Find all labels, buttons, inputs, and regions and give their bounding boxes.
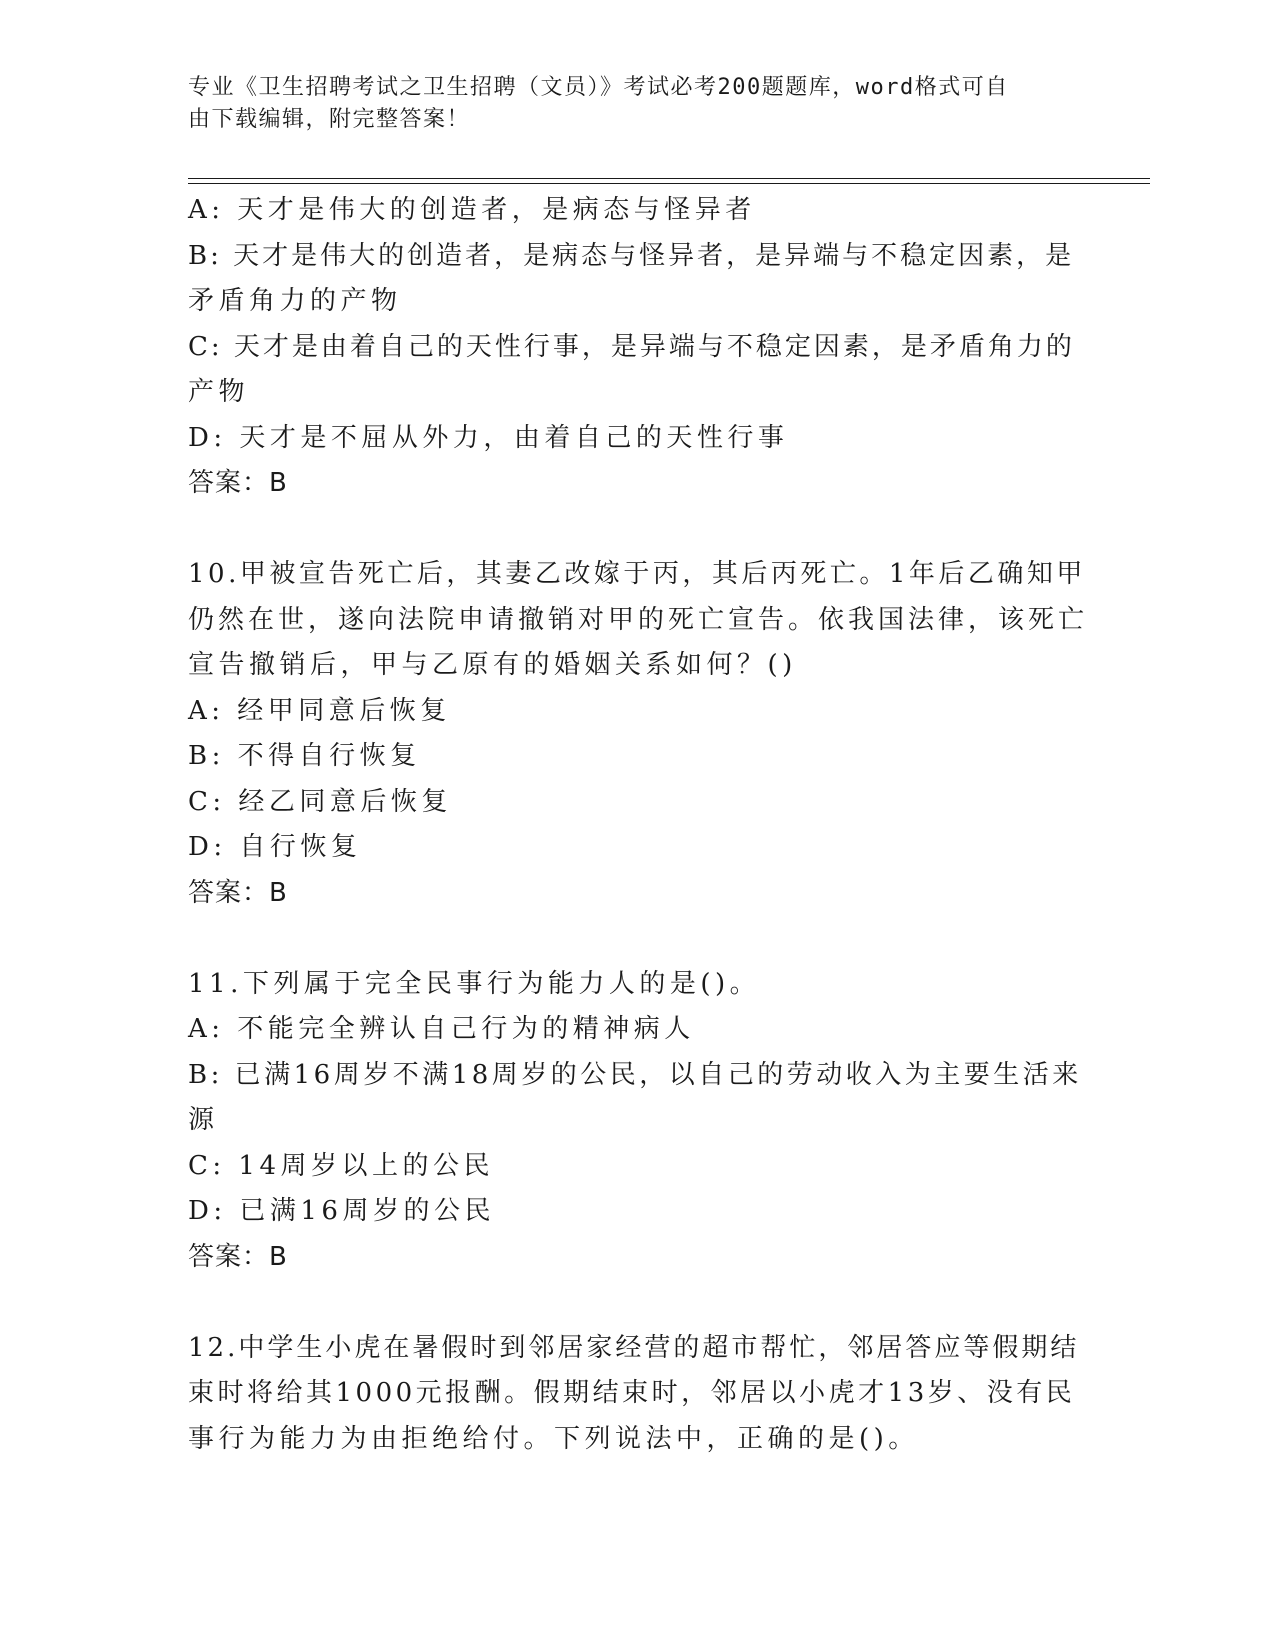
- q11-option-b-line-1: B: 已满16周岁不满18周岁的公民，以自己的劳动收入为主要生活来: [188, 1059, 1082, 1090]
- question-11-block: [188, 962, 1088, 1281]
- question-9-block: [188, 188, 1088, 507]
- question-12-block: [188, 1326, 1088, 1463]
- q9-option-a: A: 天才是伟大的创造者，是病态与怪异者: [188, 195, 756, 225]
- header-divider-bottom: [188, 183, 1150, 184]
- q11-stem: 11.下列属于完全民事行为能力人的是()。: [188, 968, 761, 999]
- q9-option-d: D: 天才是不屈从外力，由着自己的天性行事: [188, 422, 789, 453]
- q10-option-c: C: 经乙同意后恢复: [188, 786, 452, 817]
- q10-option-a: A: 经甲同意后恢复: [188, 695, 451, 726]
- q9-option-b-line-1: B: 天才是伟大的创造者，是病态与怪异者，是异端与不稳定因素，是: [188, 240, 1075, 271]
- spacer: [188, 916, 1088, 962]
- header-divider-top: [188, 178, 1150, 179]
- q10-option-b: B: 不得自行恢复: [188, 741, 421, 771]
- q12-stem-line-3: 事行为能力为由拒绝给付。下列说法中，正确的是()。: [188, 1423, 919, 1454]
- spacer: [188, 507, 1088, 553]
- q9-option-c-line-2: 产物: [188, 377, 250, 407]
- q10-option-d: D: 自行恢复: [188, 832, 362, 862]
- document-body: [188, 188, 1088, 1462]
- q10-answer: 答案：B: [188, 877, 288, 908]
- q9-option-b-line-2: 矛盾角力的产物: [188, 286, 402, 316]
- q9-option-c-line-1: C: 天才是由着自己的天性行事，是异端与不稳定因素，是矛盾角力的: [188, 331, 1075, 362]
- q11-answer: 答案：B: [188, 1241, 288, 1272]
- q9-answer: 答案：B: [188, 468, 288, 498]
- q11-option-a: A: 不能完全辨认自己行为的精神病人: [188, 1014, 695, 1044]
- q12-stem-line-1: 12.中学生小虎在暑假时到邻居家经营的超市帮忙，邻居答应等假期结: [188, 1332, 1080, 1363]
- document-header: [188, 72, 1088, 136]
- header-line-2: 由下载编辑，附完整答案！: [188, 107, 471, 132]
- question-10-block: [188, 552, 1088, 916]
- header-line-1: 专业《卫生招聘考试之卫生招聘（文员）》考试必考200题题库，word格式可自: [188, 75, 1009, 100]
- q10-stem-line-1: 10.甲被宣告死亡后，其妻乙改嫁于丙，其后丙死亡。1年后乙确知甲: [188, 559, 1086, 589]
- q11-option-c: C: 14周岁以上的公民: [188, 1150, 495, 1181]
- q11-option-b-line-2: 源: [188, 1105, 219, 1135]
- q10-stem-line-3: 宣告撤销后，甲与乙原有的婚姻关系如何？(): [188, 650, 797, 680]
- q10-stem-line-2: 仍然在世，遂向法院申请撤销对甲的死亡宣告。依我国法律，该死亡: [188, 604, 1089, 635]
- q11-option-d: D: 已满16周岁的公民: [188, 1196, 495, 1226]
- spacer: [188, 1280, 1088, 1326]
- q12-stem-line-2: 束时将给其1000元报酬。假期结束时，邻居以小虎才13岁、没有民: [188, 1378, 1076, 1408]
